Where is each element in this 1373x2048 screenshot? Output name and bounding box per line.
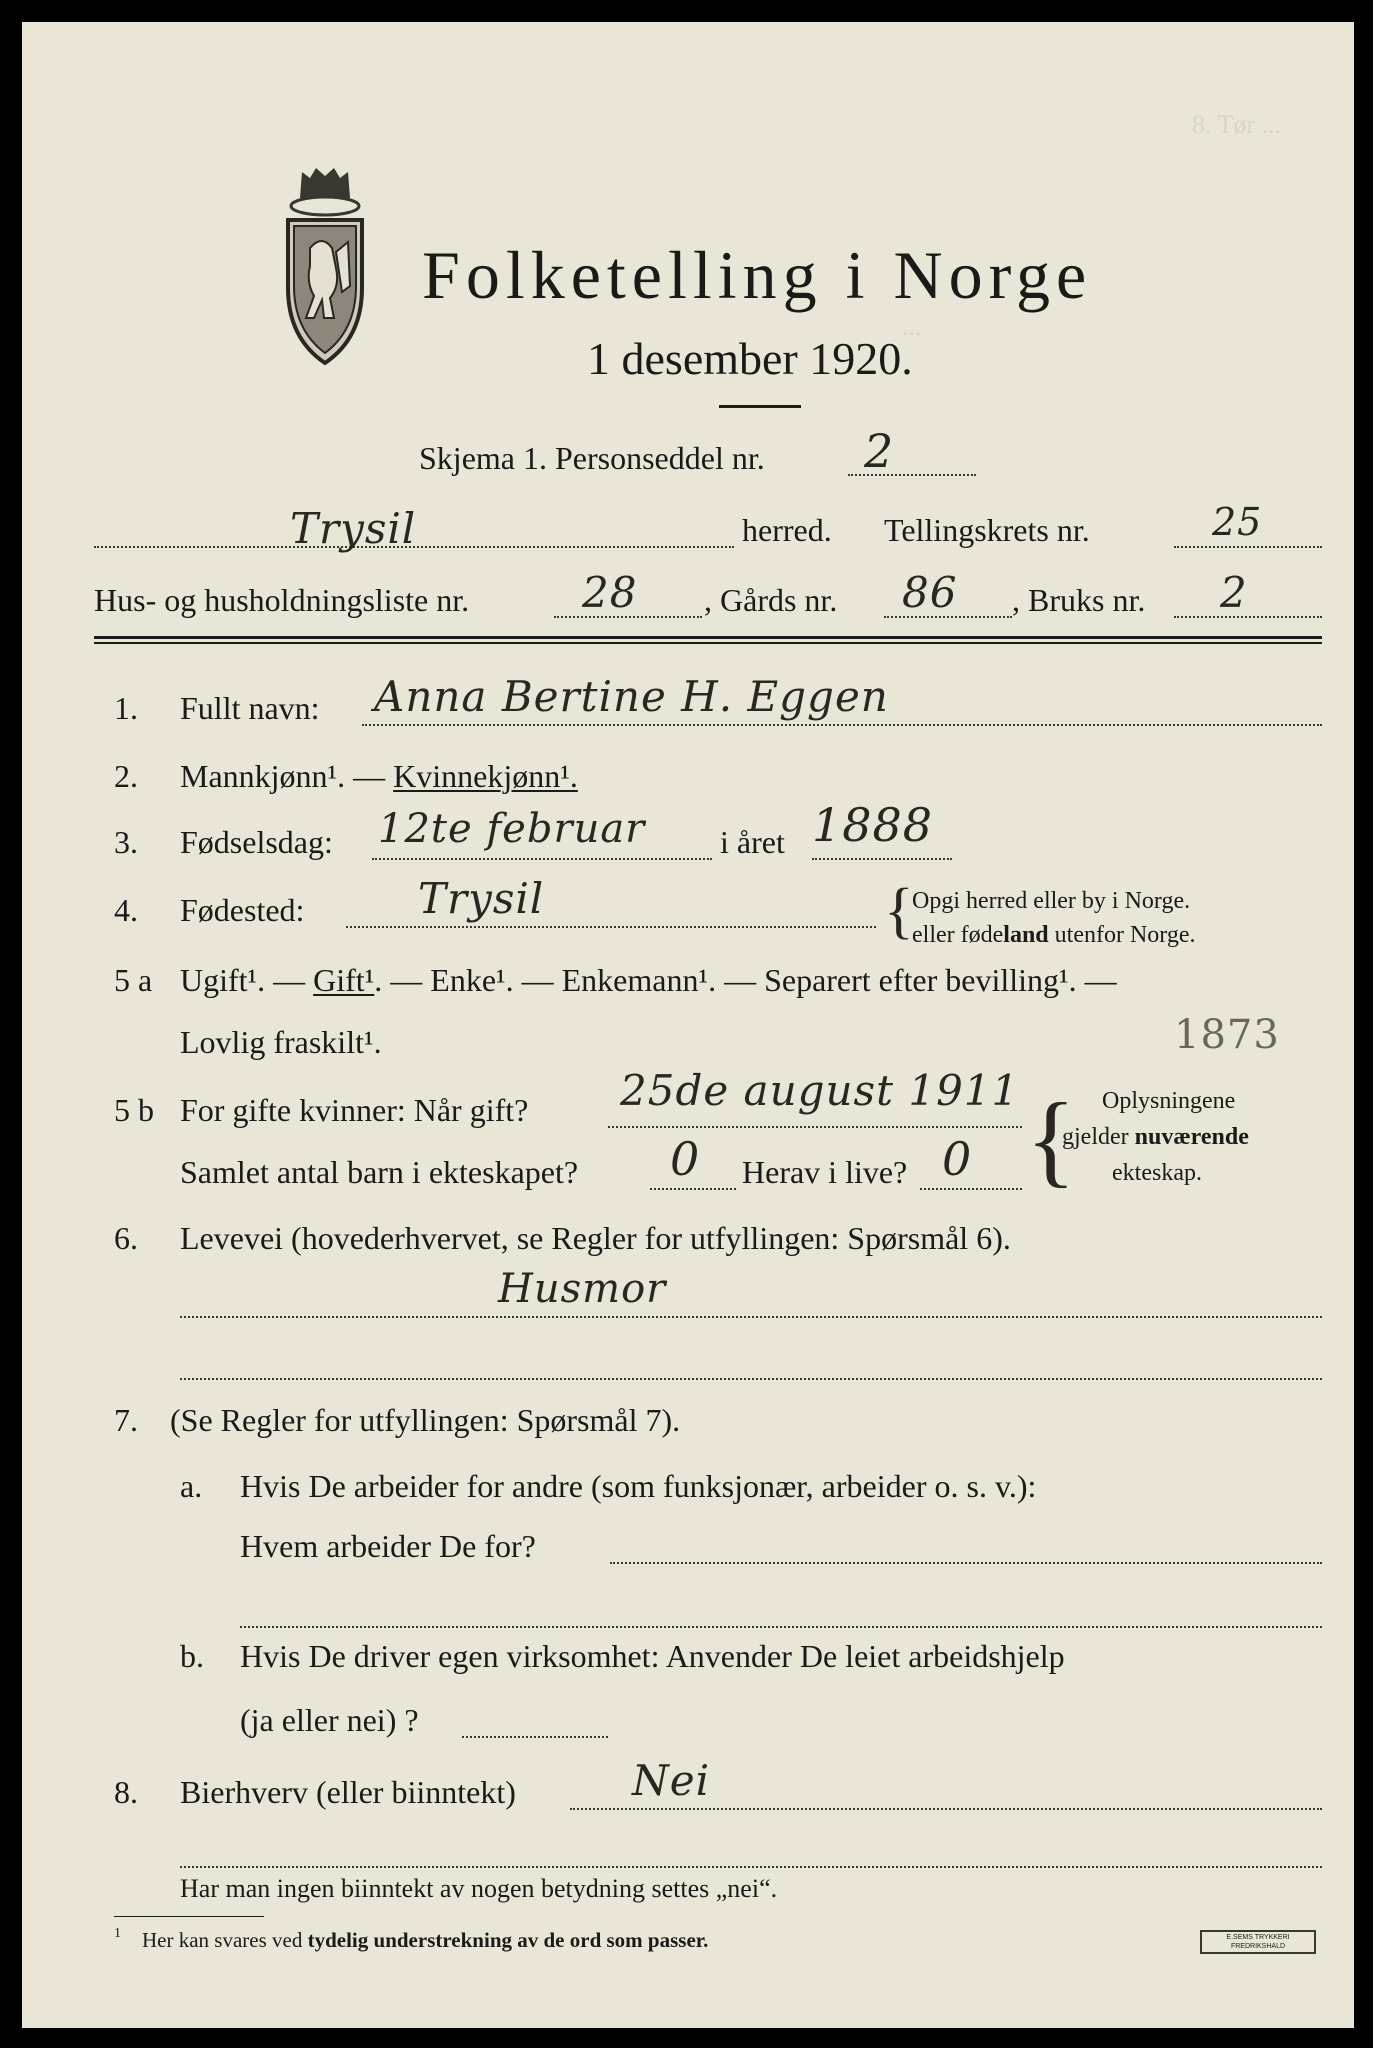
footnote-text: Her kan svares ved tydelig understrekning av de ord som passer. [142,1928,709,1952]
herred-value[interactable]: Trysil [290,504,417,553]
q1-number: 1. [114,690,138,726]
q5b-number: 5 b [114,1092,154,1128]
bruks-label: , Bruks nr. [1012,582,1146,618]
q4-number: 4. [114,892,138,928]
herred-label: herred. [742,512,832,548]
tellingskrets-value[interactable]: 25 [1212,500,1263,544]
q1-label: Fullt navn: [180,690,320,726]
printer-stamp: E.SEMS TRYKKERI FREDRIKSHALD [1200,1930,1316,1954]
q5b-note-line3: ekteskap. [1112,1160,1202,1186]
section-rule [94,642,1322,644]
q5b-label: For gifte kvinner: Når gift? [180,1092,529,1128]
q7b-question: Hvis De driver egen virksomhet: Anvender De leiet arbeidshjelp [240,1638,1065,1674]
q7a-question: Hvis De arbeider for andre (som funksjonær, arbeider o. s. v.): [240,1468,1037,1504]
q7a-letter: a. [180,1468,203,1504]
household-list-label: Hus- og husholdningsliste nr. [94,582,470,618]
alive-label: Herav i live? [742,1154,908,1190]
employer-field-line-2[interactable] [240,1626,1322,1628]
section-rule [94,636,1322,639]
birthday-value[interactable]: 12te februar [378,806,646,852]
option-mannkjonn[interactable]: Mannkjønn¹. — [180,758,394,794]
q8-number: 8. [114,1774,138,1810]
q3-label: Fødselsdag: [180,824,333,860]
show-through-text: 8. Tør ... [1192,110,1282,139]
q5b-note-line1: Oplysningene [1102,1088,1236,1114]
option-gift-selected[interactable]: Gift¹ [313,962,375,998]
gards-label: , Gårds nr. [704,582,838,618]
footnote-rule [114,1916,264,1917]
show-through-text: ... [902,312,922,341]
q6-number: 6. [114,1220,138,1256]
q4-brace: { [884,877,914,945]
marriage-date-field-line[interactable] [608,1126,1022,1128]
employer-field-line[interactable] [610,1562,1322,1564]
q8-label: Bierhverv (eller biinntekt) [180,1774,516,1810]
q6-label: Levevei (hovederhvervet, se Regler for utfyllingen: Spørsmål 6). [180,1220,1011,1256]
census-date: 1 desember 1920. [587,333,913,384]
year-label: i året [720,824,785,860]
marriage-date-value[interactable]: 25de august 1911 [620,1066,1020,1115]
bruks-field-line[interactable] [1174,616,1322,618]
q3-number: 3. [114,824,138,860]
q4-field-line[interactable] [346,926,876,928]
year-field-line[interactable] [812,858,952,860]
q5b-brace: { [1026,1082,1076,1197]
children-value[interactable]: 0 [670,1132,701,1186]
side-income-value[interactable]: Nei [632,1756,711,1805]
q7-label: (Se Regler for utfyllingen: Spørsmål 7). [170,1402,681,1438]
page-title: Folketelling i Norge [422,237,1093,313]
q5a-number: 5 a [114,962,153,998]
census-form-sheet [22,22,1354,2028]
q2-gender-options [180,758,578,795]
option-others[interactable]: . — Enke¹. — Enkemann¹. — Separert efter bevilling¹. — [374,962,1117,998]
q4-note-line1: Opgi herred eller by i Norge. [912,888,1191,914]
full-name-value[interactable]: Anna Bertine H. Eggen [374,672,889,721]
q7b-yes-no-label: (ja eller nei) ? [240,1702,419,1738]
tellingskrets-field-line[interactable] [1174,546,1322,548]
coat-of-arms-icon [270,168,380,368]
birthplace-value[interactable]: Trysil [418,874,545,923]
option-lovlig-fraskilt[interactable]: Lovlig fraskilt¹. [180,1024,382,1060]
skjema-label: Skjema 1. Personseddel nr. [419,440,765,476]
option-kvinnekjonn-selected[interactable]: Kvinnekjønn¹. [393,758,578,794]
hired-help-field-line[interactable] [462,1736,608,1738]
skjema-value[interactable]: 2 [864,424,895,478]
gards-value[interactable]: 86 [902,568,958,617]
option-ugift[interactable]: Ugift¹. — [180,962,314,998]
side-income-note: Har man ingen biinntekt av nogen betydning settes „nei“. [180,1874,778,1903]
side-income-field-line[interactable] [570,1808,1322,1810]
occupation-value[interactable]: Husmor [498,1266,667,1312]
q5b-note-line2: gjelder nuværende [1062,1124,1249,1150]
q7a-who-label: Hvem arbeider De for? [240,1528,536,1564]
q3-field-line[interactable] [372,858,712,860]
footnote-marker: 1 [114,1926,121,1941]
bruks-value[interactable]: 2 [1220,568,1248,617]
q4-label: Fødested: [180,892,305,928]
margin-note-year: 1873 [1174,1012,1280,1058]
q4-note-line2: eller fødeland utenfor Norge. [912,922,1196,948]
occupation-field-line[interactable] [180,1316,1322,1318]
alive-value[interactable]: 0 [942,1132,973,1186]
occupation-field-line-2[interactable] [180,1378,1322,1380]
q5a-marital-options [180,962,1117,999]
title-divider [719,405,801,408]
side-income-field-line-2[interactable] [180,1866,1322,1868]
children-label: Samlet antal barn i ekteskapet? [180,1154,579,1190]
q7b-letter: b. [180,1638,204,1674]
children-field-line[interactable] [650,1188,736,1190]
q7-number: 7. [114,1402,138,1438]
birth-year-value[interactable]: 1888 [812,798,934,852]
q2-number: 2. [114,758,138,794]
tellingskrets-label: Tellingskrets nr. [884,512,1090,548]
alive-field-line[interactable] [920,1188,1022,1190]
household-value[interactable]: 28 [582,568,638,617]
q1-field-line[interactable] [362,724,1322,726]
